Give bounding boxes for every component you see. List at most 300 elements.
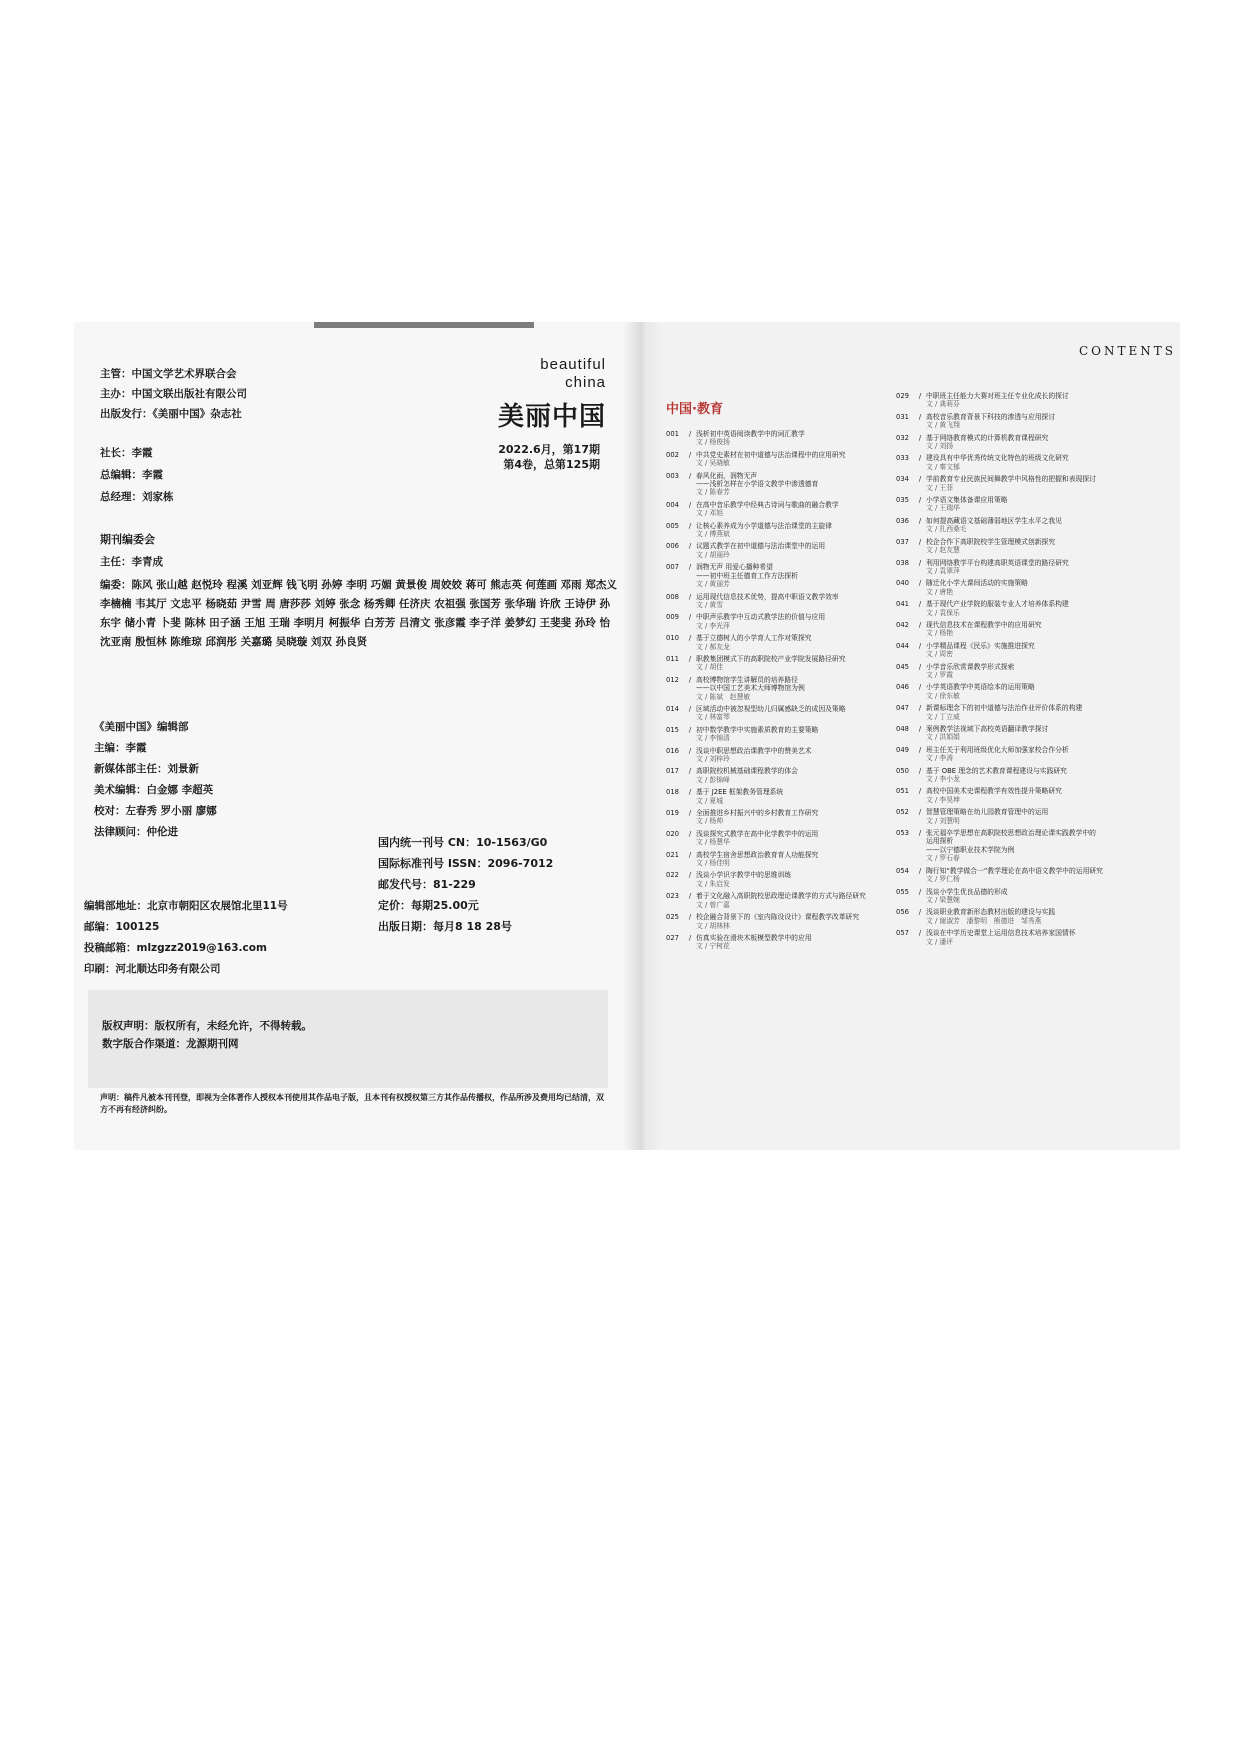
toc-title: 小学语文集体备课应用策略: [926, 496, 1008, 505]
toc-separator: /: [918, 929, 922, 938]
toc-page-number: 011: [666, 654, 679, 663]
toc-entry-body: [696, 767, 896, 784]
toc-entry: [666, 705, 896, 722]
toc-author: 文 / 陈春芳: [696, 488, 730, 497]
toc-separator: /: [688, 500, 692, 509]
toc-entry: [666, 767, 896, 784]
toc-author: 文 / 李光萍: [696, 621, 730, 630]
issue-volume: 第4卷，总第125期: [503, 458, 600, 471]
toc-title: 校企合作下高职院校学生管理模式创新探究: [926, 537, 1056, 546]
toc-separator: /: [688, 613, 692, 622]
toc-separator: /: [688, 933, 692, 942]
toc-entry: [666, 593, 896, 610]
toc-page-number: 014: [666, 704, 679, 713]
toc-author: 文 / 赵友慧: [926, 546, 960, 555]
editorial-department: [94, 717, 217, 843]
toc-author: 文 / 陈斌 赵慧敏: [696, 692, 751, 701]
toc-author: 文 / 曾广嘉: [696, 900, 730, 909]
toc-separator: /: [918, 683, 922, 692]
toc-entry-body: [926, 725, 1136, 742]
toc-author: 文 / 潘评: [926, 937, 954, 946]
toc-separator: /: [688, 542, 692, 551]
toc-separator: /: [918, 787, 922, 796]
toc-entry-body: [926, 929, 1136, 946]
toc-entry: [666, 655, 896, 672]
toc-separator: /: [688, 892, 692, 901]
toc-entry: [666, 501, 896, 518]
toc-page-number: 046: [896, 683, 909, 692]
toc-title: 运用探析: [926, 837, 954, 846]
toc-entry: [666, 451, 896, 468]
toc-entry: [896, 908, 1136, 925]
toc-title: 案例教学法视域下高校英语翻译教学探讨: [926, 725, 1049, 733]
toc-page-number: 056: [896, 908, 909, 917]
toc-entry: [666, 851, 896, 868]
toc-separator: /: [918, 516, 922, 525]
legal-notice: 声明：稿件凡被本刊刊登，即视为全体著作人授权本刊使用其作品电子版，且本刊有权授权第三方其作品传播权，作品所涉及费用均已结清，双方不再有经济纠纷。: [100, 1093, 604, 1114]
toc-page-number: 051: [896, 787, 909, 796]
toc-page-number: 032: [896, 433, 909, 442]
toc-entry-body: [926, 621, 1136, 638]
officers-block: [100, 442, 174, 508]
toc-page-number: 004: [666, 500, 679, 509]
serial-row: 国际标准刊号 ISSN：2096-7012: [378, 857, 554, 870]
toc-entry: [666, 430, 896, 447]
toc-page-number: 048: [896, 725, 909, 733]
toc-title: 高职院校机械基础课程教学的体会: [696, 767, 798, 776]
toc-separator: /: [918, 496, 922, 505]
toc-author: 文 / 李涛: [926, 754, 954, 763]
toc-separator: /: [688, 654, 692, 663]
digital-partner: 数字版合作渠道：龙源期刊网: [102, 1038, 239, 1050]
toc-page-number: 005: [666, 521, 679, 530]
toc-title: 在高中音乐教学中经典古诗词与歌曲的融合教学: [696, 500, 839, 509]
toc-entry: [666, 472, 896, 497]
toc-page-number: 034: [896, 475, 909, 484]
toc-entry-body: [696, 563, 896, 588]
toc-author: 文 / 郝友龙: [696, 642, 730, 651]
serial-row: 国内统一刊号 CN：10-1563/G0: [378, 836, 548, 849]
toc-page-number: 009: [666, 613, 679, 622]
toc-title: 现代信息技术在课程教学中的应用研究: [926, 620, 1042, 629]
toc-page-number: 017: [666, 767, 679, 776]
toc-author: 文 / 梁慧婉: [926, 895, 960, 904]
toc-author: 文 / 洪娟娟: [926, 733, 960, 742]
publisher-row: 主办：中国文联出版社有限公司: [100, 388, 247, 400]
toc-page-number: 031: [896, 412, 909, 421]
toc-author: 文 / 罗石春: [926, 854, 960, 863]
committee-director: 主任：李青成: [100, 556, 163, 568]
toc-separator: /: [918, 537, 922, 546]
toc-author: 文 / 彭锦峰: [696, 775, 730, 784]
toc-entry-body: [696, 451, 896, 468]
toc-entry: [896, 808, 1136, 825]
toc-author: 文 / 宁树花: [696, 942, 730, 951]
toc-title: 浅谈小学生优良品德的形成: [926, 887, 1008, 896]
masthead-page: [74, 322, 640, 1150]
toc-title: ——以宁德职业技术学院为例: [926, 845, 1015, 854]
toc-title: 浅谈职业教育新形态教材出版的建设与实践: [926, 908, 1056, 917]
toc-entry: [896, 559, 1136, 576]
toc-entry: [666, 934, 896, 951]
toc-entry-body: [926, 454, 1136, 471]
toc-separator: /: [918, 579, 922, 588]
editorial-row: 主编：李霞: [94, 742, 147, 754]
toc-entry-body: [926, 538, 1136, 555]
toc-column-right: [896, 392, 1136, 950]
toc-entry-body: [696, 430, 896, 447]
toc-entry: [666, 634, 896, 651]
contact-row: 投稿邮箱：mlzgzz2019@163.com: [84, 942, 267, 954]
contents-page: [640, 322, 1180, 1150]
toc-page-number: 050: [896, 766, 909, 775]
toc-separator: /: [918, 412, 922, 421]
toc-separator: /: [688, 471, 692, 480]
toc-page-number: 015: [666, 725, 679, 734]
toc-separator: /: [918, 620, 922, 629]
toc-author: 文 / 黄雪: [696, 600, 724, 609]
toc-page-number: 019: [666, 809, 679, 818]
toc-author: 文 / 胡佳: [696, 663, 724, 672]
toc-entry: [666, 747, 896, 764]
toc-entry: [666, 830, 896, 847]
serial-row: 出版日期：每月8 18 28号: [378, 920, 512, 933]
toc-entry: [666, 522, 896, 539]
toc-entry: [896, 454, 1136, 471]
toc-separator: /: [688, 767, 692, 776]
toc-entry-body: [926, 767, 1136, 784]
editorial-row: 美术编辑：白金娜 李超英: [94, 784, 214, 796]
toc-author: 文 / 周密: [926, 650, 954, 659]
toc-entry-body: [926, 888, 1136, 905]
toc-separator: /: [918, 829, 922, 838]
toc-title: 运用现代信息技术优势，提高中职语文教学效率: [696, 592, 839, 601]
toc-page-number: 040: [896, 579, 909, 588]
toc-entry-body: [696, 542, 896, 559]
toc-entry-body: [926, 867, 1136, 884]
toc-page-number: 023: [666, 892, 679, 901]
magazine-spread: [74, 322, 1180, 1150]
toc-page-number: 037: [896, 537, 909, 546]
toc-author: 文 / 李昊坤: [926, 795, 960, 804]
toc-separator: /: [918, 454, 922, 463]
toc-title: 初中数学教学中实施素质教育的主要策略: [696, 725, 819, 734]
toc-author: 文 / 杨俊扬: [696, 438, 730, 447]
toc-entry: [896, 621, 1136, 638]
toc-author: 文 / 杨帅: [696, 817, 724, 826]
toc-separator: /: [918, 908, 922, 917]
editorial-row: 新媒体部主任：刘景新: [94, 763, 199, 775]
toc-author: 文 / 袁翠萍: [926, 566, 960, 575]
toc-separator: /: [688, 675, 692, 684]
toc-separator: /: [918, 766, 922, 775]
toc-page-number: 016: [666, 746, 679, 755]
toc-entry: [896, 829, 1136, 863]
toc-entry-body: [696, 747, 896, 764]
toc-author: 文 / 罗霞: [926, 670, 954, 679]
publisher-block: [100, 364, 247, 424]
toc-title: 浅析初中英语阅读教学中的词汇教学: [696, 430, 805, 438]
toc-title: 议题式教学在初中道德与法治课堂中的运用: [696, 542, 826, 551]
toc-entry-body: [926, 496, 1136, 513]
toc-title: 基于 J2EE 框架教务管理系统: [696, 788, 784, 797]
toc-page-number: 002: [666, 450, 679, 459]
toc-title: 基于现代产业学院的服装专业人才培养体系构建: [926, 600, 1069, 609]
issue-date: 2022.6月，第17期: [498, 443, 600, 456]
toc-entry: [896, 475, 1136, 492]
toc-page-number: 033: [896, 454, 909, 463]
toc-entry: [896, 704, 1136, 721]
toc-page-number: 044: [896, 641, 909, 650]
toc-entry: [666, 726, 896, 743]
toc-entry: [896, 413, 1136, 430]
toc-author: 文 / 朱启发: [696, 879, 730, 888]
toc-author: 文 / 王瑞华: [926, 504, 960, 513]
toc-title: 新课标理念下的初中道德与法治作业评价体系的构建: [926, 704, 1083, 713]
toc-separator: /: [688, 725, 692, 734]
toc-page-number: 008: [666, 592, 679, 601]
toc-author: 文 / 袁保乐: [926, 608, 960, 617]
section-title: 中国·教育: [666, 402, 723, 417]
toc-page-number: 036: [896, 516, 909, 525]
toc-separator: /: [688, 704, 692, 713]
logo-chinese: 美丽中国: [497, 402, 606, 432]
toc-page-number: 054: [896, 866, 909, 875]
toc-entry-body: [696, 892, 896, 909]
toc-author: 文 / 唐艳: [926, 587, 954, 596]
toc-entry-body: [696, 676, 896, 701]
logo-english-line1: beautiful: [540, 356, 606, 373]
toc-entry-body: [696, 613, 896, 630]
toc-separator: /: [918, 866, 922, 875]
toc-page-number: 022: [666, 871, 679, 880]
toc-entry: [896, 496, 1136, 513]
toc-separator: /: [918, 725, 922, 733]
toc-page-number: 007: [666, 563, 679, 572]
toc-entry: [896, 538, 1136, 555]
toc-separator: /: [918, 662, 922, 671]
toc-title: 高校博物馆学生讲解员的培养路径: [696, 675, 798, 684]
contact-row: 编辑部地址：北京市朝阳区农展馆北里11号: [84, 900, 288, 912]
toc-separator: /: [688, 521, 692, 530]
serial-numbers: [378, 832, 553, 937]
toc-page-number: 052: [896, 808, 909, 817]
toc-entry-body: [926, 413, 1136, 430]
toc-column-left: [666, 430, 896, 955]
toc-separator: /: [918, 600, 922, 609]
toc-entry: [666, 892, 896, 909]
toc-title: ——浅析怎样在小学语文教学中渗透德育: [696, 480, 819, 489]
book-gutter: [622, 322, 662, 1150]
toc-entry: [666, 676, 896, 701]
publisher-row: 出版发行：《美丽中国》杂志社: [100, 408, 242, 420]
toc-entry-body: [696, 871, 896, 888]
toc-entry-body: [696, 934, 896, 951]
toc-entry-body: [696, 501, 896, 518]
toc-page-number: 010: [666, 634, 679, 643]
toc-author: 文 / 扎西桑毛: [926, 525, 967, 534]
toc-separator: /: [688, 430, 692, 438]
toc-separator: /: [918, 433, 922, 442]
toc-entry-body: [926, 434, 1136, 451]
copyright-statement: 版权声明：版权所有，未经允许，不得转载。: [102, 1020, 312, 1032]
toc-author: 文 / 杨艳: [926, 629, 954, 638]
toc-page-number: 057: [896, 929, 909, 938]
toc-entry: [896, 787, 1136, 804]
toc-entry-body: [696, 913, 896, 930]
toc-entry: [896, 517, 1136, 534]
toc-title: 智慧管理策略在幼儿园教育管理中的运用: [926, 808, 1049, 817]
toc-entry-body: [926, 746, 1136, 763]
toc-title: 基于 OBE 理念的艺术教育课程建设与实践研究: [926, 766, 1067, 775]
magazine-logo: [498, 356, 606, 433]
editorial-committee: [100, 530, 620, 652]
toc-entry-body: [926, 704, 1136, 721]
toc-page-number: 049: [896, 745, 909, 754]
contents-title: CONTENTS: [1078, 344, 1176, 358]
toc-title: 校企融合背景下的《室内陈设设计》课程教学改革研究: [696, 913, 860, 922]
toc-title: 浅谈在中学历史课堂上运用信息技术培养家国情怀: [926, 929, 1076, 938]
toc-separator: /: [688, 592, 692, 601]
editorial-row: 法律顾问：仲伦进: [94, 826, 178, 838]
publisher-row: 主管：中国文学艺术界联合会: [100, 368, 237, 380]
toc-separator: /: [688, 809, 692, 818]
toc-entry: [896, 888, 1136, 905]
officer-row: 总编辑：李霞: [100, 469, 163, 481]
toc-page-number: 021: [666, 850, 679, 859]
toc-separator: /: [688, 829, 692, 838]
contact-block: [84, 896, 288, 980]
toc-entry: [666, 788, 896, 805]
toc-title: 学前教育专业民族民间舞教学中风格性的把握和表现探讨: [926, 475, 1096, 484]
page-edge-shadow: [314, 322, 534, 328]
toc-title: 浅谈小学识字教学中的思维训练: [696, 871, 792, 880]
toc-entry-body: [696, 851, 896, 868]
issue-info: [498, 442, 600, 472]
toc-entry: [666, 542, 896, 559]
toc-title: 仿真实验在滑块木板模型教学中的应用: [696, 933, 812, 942]
toc-title: 随迁化小学大课间活动的实施策略: [926, 579, 1028, 588]
toc-title: 润物无声 用爱心播种希望: [696, 563, 773, 572]
toc-title: 基于立德树人的小学育人工作对策探究: [696, 634, 812, 643]
toc-page-number: 035: [896, 496, 909, 505]
toc-separator: /: [688, 788, 692, 797]
toc-title: 利用网络教学平台构建高职英语课堂的路径研究: [926, 558, 1069, 567]
toc-entry: [896, 725, 1136, 742]
toc-author: 文 / 秦文郁: [926, 462, 960, 471]
toc-title: 中共党史素材在初中道德与法治课程中的应用研究: [696, 450, 846, 459]
toc-title: 高校中国美术史课程教学有效性提升策略研究: [926, 787, 1062, 796]
toc-page-number: 038: [896, 558, 909, 567]
toc-title: 陶行知“教学做合一”教学理论在高中语文教学中的运用研究: [926, 866, 1103, 875]
toc-entry-body: [696, 655, 896, 672]
toc-entry-body: [926, 475, 1136, 492]
toc-entry: [896, 746, 1136, 763]
toc-separator: /: [688, 563, 692, 572]
toc-separator: /: [918, 745, 922, 754]
toc-separator: /: [688, 913, 692, 922]
toc-entry-body: [926, 908, 1136, 925]
toc-title: 浅谈探究式教学在高中化学教学中的运用: [696, 829, 819, 838]
toc-separator: /: [918, 392, 922, 400]
toc-entry-body: [926, 579, 1136, 596]
toc-entry: [896, 867, 1136, 884]
toc-entry-body: [926, 663, 1136, 680]
logo-english-line2: china: [565, 374, 606, 391]
toc-title: 小学音乐欣赏课教学形式探索: [926, 662, 1015, 671]
toc-title: 春风化雨，润物无声: [696, 471, 758, 480]
toc-entry: [896, 683, 1136, 700]
committee-heading: 期刊编委会: [100, 533, 155, 546]
toc-entry-body: [926, 683, 1136, 700]
toc-page-number: 020: [666, 829, 679, 838]
toc-page-number: 042: [896, 620, 909, 629]
toc-author: 文 / 龚莉芬: [926, 400, 960, 409]
toc-entry-body: [696, 830, 896, 847]
toc-title: 基于网络教育模式的计算机教育课程研究: [926, 433, 1049, 442]
toc-entry: [896, 767, 1136, 784]
toc-title: 职教集团模式下的高职院校产业学院发展路径研究: [696, 654, 846, 663]
toc-entry-body: [696, 788, 896, 805]
toc-author: 文 / 杨慧华: [696, 838, 730, 847]
toc-entry-body: [926, 787, 1136, 804]
toc-page-number: 041: [896, 600, 909, 609]
toc-author: 文 / 胡丽玲: [696, 550, 730, 559]
toc-separator: /: [688, 850, 692, 859]
toc-entry-body: [926, 600, 1136, 617]
toc-title: 张元福卒学思想在高职院校思想政治理论课实践教学中的: [926, 829, 1096, 838]
toc-entry-body: [696, 726, 896, 743]
toc-separator: /: [688, 450, 692, 459]
contact-row: 印刷：河北顺达印务有限公司: [84, 963, 221, 975]
toc-entry: [896, 663, 1136, 680]
contact-row: 邮编：100125: [84, 921, 160, 933]
toc-title: 区域活动中被忽视型幼儿归属感缺乏的成因及策略: [696, 704, 846, 713]
toc-entry-body: [926, 517, 1136, 534]
toc-title: 小学精品课程《民乐》实施推进探究: [926, 641, 1035, 650]
toc-title: 着于文化融入高职院校思政理论课教学的方式与路径研究: [696, 892, 866, 901]
toc-author: 文 / 谢淑芳 潘黎明 熊德进 邹秀燕: [926, 916, 1042, 925]
toc-separator: /: [918, 887, 922, 896]
committee-members: 编委：陈风 张山越 赵悦玲 程溪 刘亚辉 钱飞明 孙婷 李明 巧媚 黄景俊 周姣姣 蒋可 熊志英 何莲画 邓雨 郑杰义 李楠楠 韦其厅 文忠平 杨晓茹 尹雪 周 唐莎莎 刘婷 张念 杨秀卿 任济庆 农祖强 张国芳 张华瑞 许欣 王诗伊 孙东宇 储小青 卜斐 陈林 田子涵 王旭 王瑞 李明月 柯振华 白芳芳 吕清文 张彦霞 李子洋 姜梦幻 王斐斐 孙玲 怡 沈亚南 殷恒林 陈维琼 邱润彤 关嘉璐 吴晓璇 刘双 孙良贤: [100, 579, 617, 648]
toc-title: 全面推进乡村振兴中的乡村教育工作研究: [696, 809, 819, 818]
toc-entry-body: [696, 705, 896, 722]
toc-entry-body: [696, 809, 896, 826]
toc-entry: [896, 434, 1136, 451]
serial-row: 定价：每期25.00元: [378, 899, 479, 912]
toc-page-number: 053: [896, 829, 909, 838]
toc-title: ——以中国工艺美术大师博物馆为例: [696, 684, 805, 693]
toc-entry-body: [926, 642, 1136, 659]
toc-separator: /: [918, 558, 922, 567]
toc-separator: /: [688, 871, 692, 880]
toc-title: 浅谈中职思想政治课教学中的赞美艺术: [696, 746, 812, 755]
toc-entry-body: [696, 472, 896, 497]
toc-page-number: 045: [896, 662, 909, 671]
toc-title: 小学英语教学中英语绘本的运用策略: [926, 683, 1035, 692]
toc-author: 文 / 杨佳明: [696, 859, 730, 868]
editorial-row: 校对：左春秀 罗小丽 廖娜: [94, 805, 217, 817]
toc-title: 班主任关于利用班级优化大师加强家校合作分析: [926, 745, 1069, 754]
toc-title: 让核心素养成为小学道德与法治课堂的主旋律: [696, 521, 832, 530]
toc-author: 文 / 罗仁杨: [926, 875, 960, 884]
toc-separator: /: [688, 746, 692, 755]
toc-entry: [666, 613, 896, 630]
officer-row: 社长：李霞: [100, 447, 153, 459]
toc-title: ——初中班主任德育工作方法探析: [696, 571, 798, 580]
toc-entry: [896, 642, 1136, 659]
toc-entry: [896, 579, 1136, 596]
